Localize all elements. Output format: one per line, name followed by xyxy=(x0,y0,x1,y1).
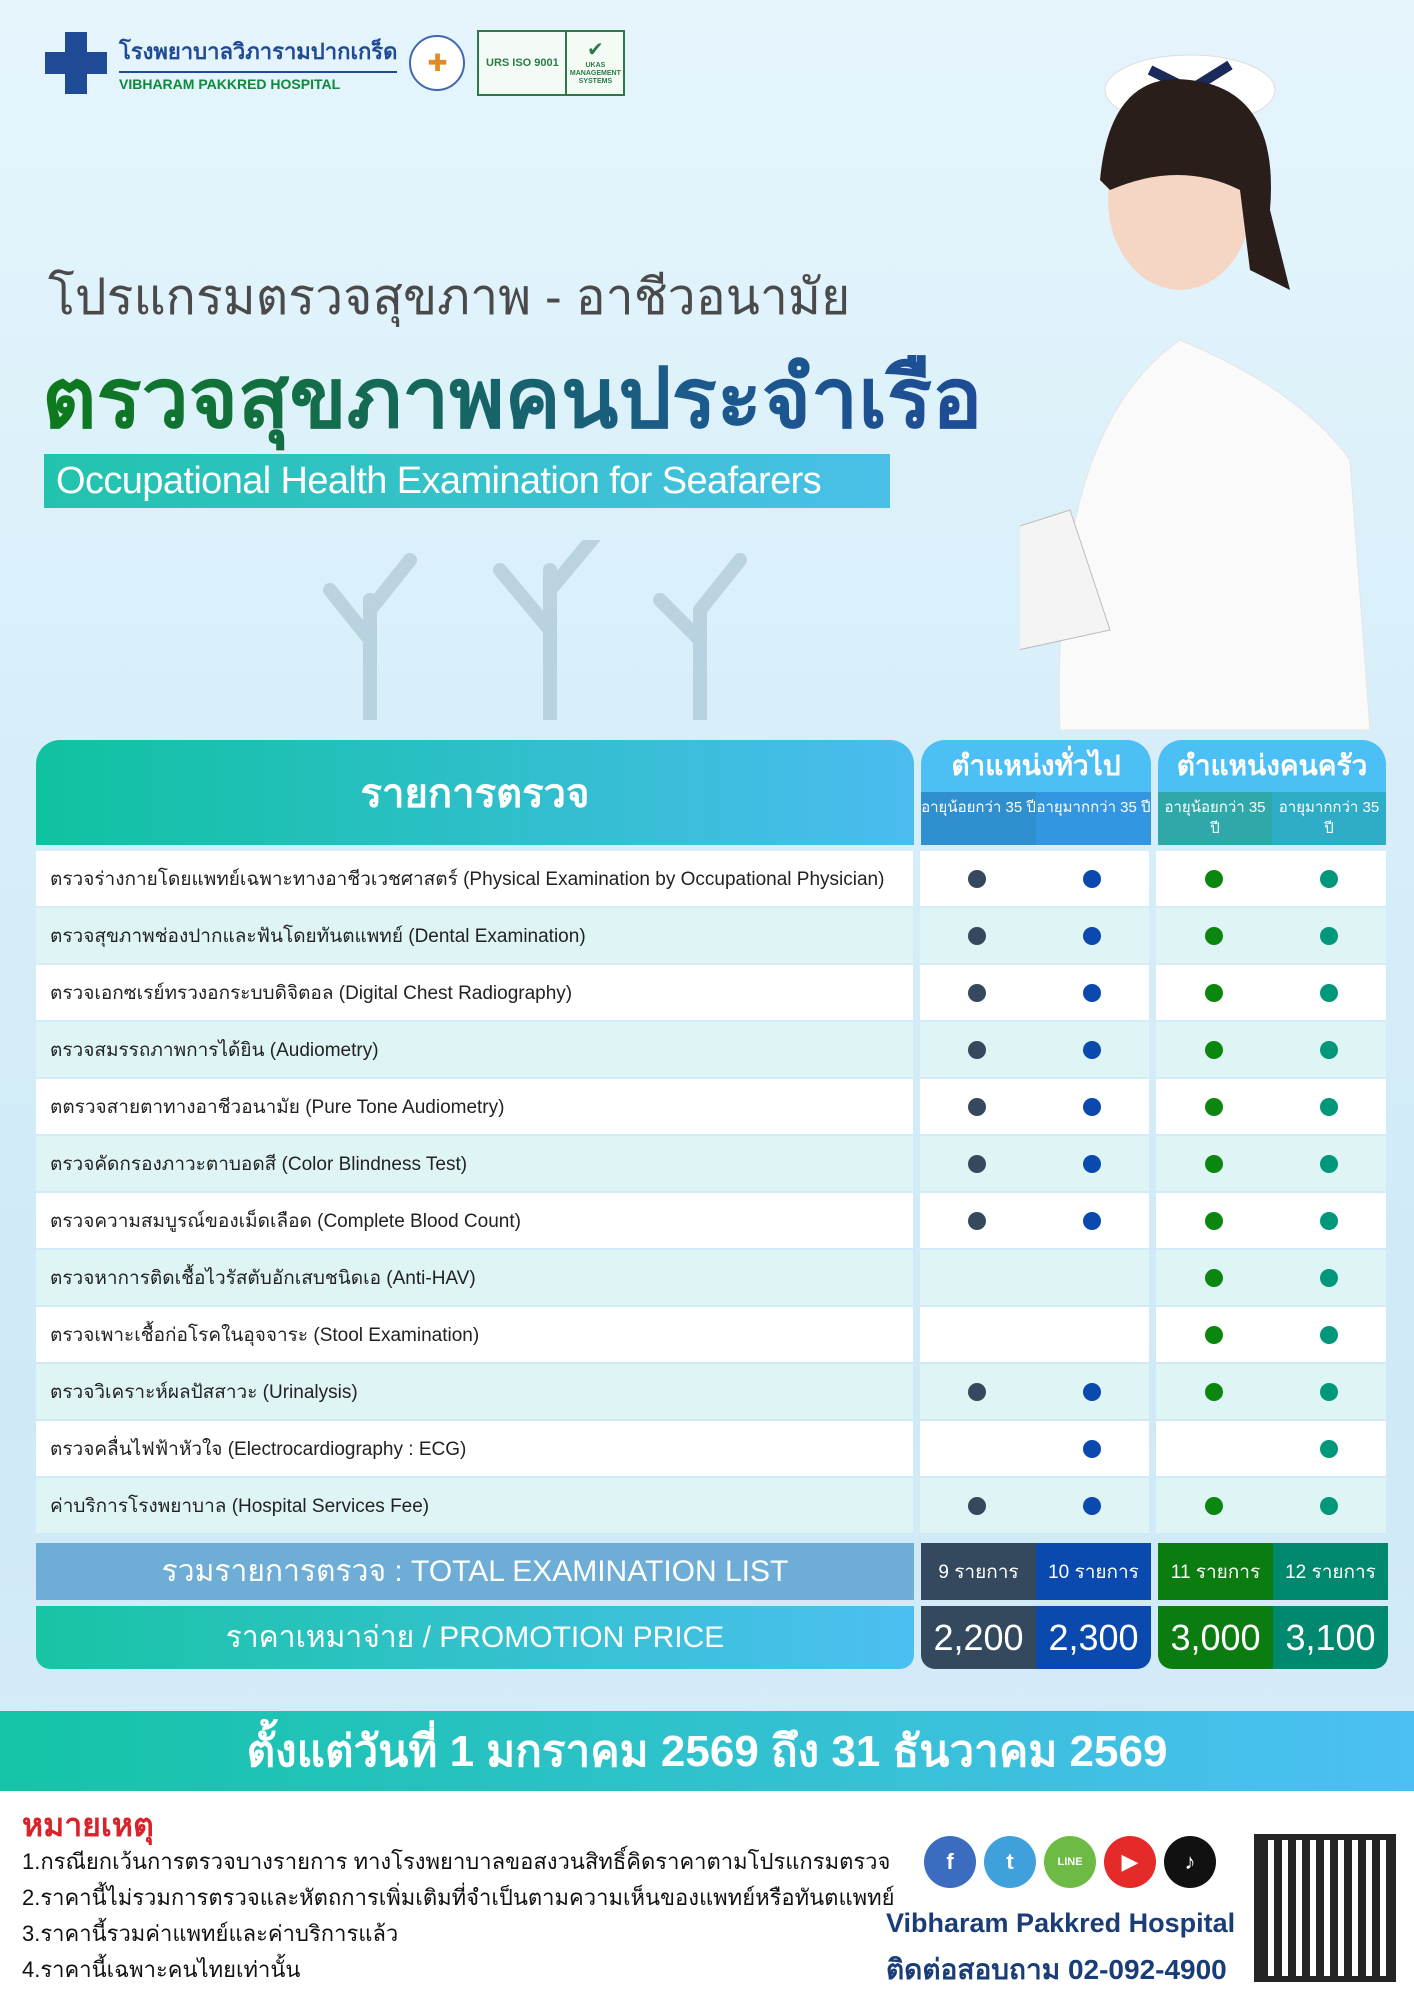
examination-table xyxy=(36,850,1386,1534)
included-dot-icon xyxy=(1320,927,1338,945)
inclusion-cell xyxy=(1156,965,1271,1020)
subcol-under-35: อายุน้อยกว่า 35 ปี xyxy=(921,792,1036,845)
table-row xyxy=(36,850,1386,907)
included-dot-icon xyxy=(1320,1155,1338,1173)
exam-item-label: ตรวจหาการติดเชื้อไวรัสตับอักเสบชนิดเอ (Anti-HAV) xyxy=(36,1250,913,1305)
ukas-check-icon: ✔ xyxy=(587,39,604,61)
included-dot-icon xyxy=(1320,1326,1338,1344)
exam-item-label: ตตรวจสายตาทางอาชีวอนามัย (Pure Tone Audiometry) xyxy=(36,1079,913,1134)
included-dot-icon xyxy=(968,1098,986,1116)
inclusion-cell xyxy=(920,1364,1035,1419)
table-row xyxy=(36,1249,1386,1306)
contact-phone[interactable]: ติดต่อสอบถาม 02-092-4900 xyxy=(886,1954,1227,1985)
coral-decoration xyxy=(250,540,950,720)
inclusion-cell xyxy=(1035,851,1150,906)
inclusion-cell xyxy=(1035,1193,1150,1248)
inclusion-cell xyxy=(1156,1193,1271,1248)
english-title-banner: Occupational Health Examination for Seafarers xyxy=(44,454,890,508)
exam-item-label: ตรวจวิเคราะห์ผลปัสสาวะ (Urinalysis) xyxy=(36,1364,913,1419)
included-dot-icon xyxy=(968,1383,986,1401)
ukas-badge-text: UKAS MANAGEMENT SYSTEMS xyxy=(569,62,621,85)
table-row xyxy=(36,1363,1386,1420)
inclusion-cell xyxy=(920,908,1035,963)
included-dot-icon xyxy=(968,1212,986,1230)
table-row xyxy=(36,964,1386,1021)
inclusion-cell xyxy=(920,1250,1035,1305)
price-row xyxy=(36,1606,1388,1669)
exam-item-label: ตรวจคัดกรองภาวะตาบอดสี (Color Blindness Test) xyxy=(36,1136,913,1191)
inclusion-cell xyxy=(1156,1421,1271,1476)
group-header-crew xyxy=(1158,740,1386,845)
table-row xyxy=(36,1078,1386,1135)
inclusion-cell xyxy=(1156,1079,1271,1134)
included-dot-icon xyxy=(1083,1440,1101,1458)
note-item: 1.กรณียกเว้นการตรวจบางรายการ ทางโรงพยาบาลขอสงวนสิทธิ์คิดราคาตามโปรแกรมตรวจ xyxy=(22,1849,891,1874)
certification-badges xyxy=(477,30,625,96)
inclusion-cell xyxy=(1271,1478,1386,1533)
program-title: ตรวจสุขภาพคนประจำเรือ xyxy=(42,330,983,464)
program-subtitle: โปรแกรมตรวจสุขภาพ - อาชีวอนามัย xyxy=(48,269,851,325)
hospital-contact-name: Vibharam Pakkred Hospital xyxy=(886,1908,1236,1938)
notes-title: หมายเหตุ xyxy=(22,1807,154,1843)
included-dot-icon xyxy=(1205,1383,1223,1401)
included-dot-icon xyxy=(1205,1041,1223,1059)
validity-banner: ตั้งแต่วันที่ 1 มกราคม 2569 ถึง 31 ธันวาคม 2569 xyxy=(0,1711,1414,1791)
line-icon[interactable]: LINE xyxy=(1044,1836,1096,1888)
inclusion-cell xyxy=(1271,1136,1386,1191)
included-dot-icon xyxy=(1205,1155,1223,1173)
inclusion-cell xyxy=(920,1421,1035,1476)
included-dot-icon xyxy=(1205,984,1223,1002)
total-count: 12 รายการ xyxy=(1273,1543,1388,1600)
table-row xyxy=(36,907,1386,964)
inclusion-cell xyxy=(1035,1136,1150,1191)
included-dot-icon xyxy=(1320,1269,1338,1287)
inclusion-cell xyxy=(1035,1478,1150,1533)
inclusion-cell xyxy=(1271,1250,1386,1305)
subcol-over-35: อายุมากกว่า 35 ปี xyxy=(1036,792,1151,845)
twitter-icon[interactable]: t xyxy=(984,1836,1036,1888)
total-label: รวมรายการตรวจ : TOTAL EXAMINATION LIST xyxy=(36,1543,914,1600)
included-dot-icon xyxy=(1083,870,1101,888)
inclusion-cell xyxy=(1271,1421,1386,1476)
inclusion-cell xyxy=(920,1022,1035,1077)
table-row xyxy=(36,1420,1386,1477)
hospital-cross-icon xyxy=(45,32,107,94)
inclusion-cell xyxy=(1271,1079,1386,1134)
inclusion-cell xyxy=(1271,851,1386,906)
inclusion-cell xyxy=(1271,908,1386,963)
inclusion-cell xyxy=(1156,1136,1271,1191)
inclusion-cell xyxy=(1156,1022,1271,1077)
price-value: 3,000 xyxy=(1158,1606,1273,1669)
inclusion-cell xyxy=(1271,965,1386,1020)
inclusion-cell xyxy=(1156,1478,1271,1533)
included-dot-icon xyxy=(1320,1497,1338,1515)
inclusion-cell xyxy=(920,1193,1035,1248)
included-dot-icon xyxy=(1320,1383,1338,1401)
included-dot-icon xyxy=(1320,870,1338,888)
inclusion-cell xyxy=(1035,1364,1150,1419)
price-value: 3,100 xyxy=(1273,1606,1388,1669)
inclusion-cell xyxy=(1271,1022,1386,1077)
hospital-name-en: VIBHARAM PAKKRED HOSPITAL xyxy=(119,76,341,92)
total-row xyxy=(36,1543,1388,1600)
table-row xyxy=(36,1306,1386,1363)
inclusion-cell xyxy=(920,965,1035,1020)
group-header-general xyxy=(921,740,1151,845)
included-dot-icon xyxy=(1083,984,1101,1002)
exam-item-label: ตรวจคลื่นไฟฟ้าหัวใจ (Electrocardiography : ECG) xyxy=(36,1421,913,1476)
inclusion-cell xyxy=(1035,1307,1150,1362)
total-count: 9 รายการ xyxy=(921,1543,1036,1600)
exam-item-label: ตรวจสมรรถภาพการได้ยิน (Audiometry) xyxy=(36,1022,913,1077)
included-dot-icon xyxy=(968,1041,986,1059)
included-dot-icon xyxy=(1320,984,1338,1002)
inclusion-cell xyxy=(1035,1250,1150,1305)
inclusion-cell xyxy=(920,1079,1035,1134)
urs-badge: URS ISO 9001 xyxy=(486,57,559,69)
ukas-badge xyxy=(565,32,623,94)
group-title: ตำแหน่งคนครัว xyxy=(1176,750,1368,781)
exam-item-label: ตรวจเอกซเรย์ทรวงอกระบบดิจิตอล (Digital Chest Radiography) xyxy=(36,965,913,1020)
table-row xyxy=(36,1477,1386,1534)
subcol-under-35: อายุน้อยกว่า 35 ปี xyxy=(1158,792,1272,845)
table-row xyxy=(36,1021,1386,1078)
inclusion-cell xyxy=(920,851,1035,906)
exam-item-label: ตรวจเพาะเชื้อก่อโรคในอุจจาระ (Stool Examination) xyxy=(36,1307,913,1362)
exam-item-label: ตรวจสุขภาพช่องปากและฟันโดยทันตแพทย์ (Dental Examination) xyxy=(36,908,913,963)
included-dot-icon xyxy=(1205,1098,1223,1116)
inclusion-cell xyxy=(920,1478,1035,1533)
included-dot-icon xyxy=(1205,1269,1223,1287)
included-dot-icon xyxy=(1320,1212,1338,1230)
included-dot-icon xyxy=(1083,1383,1101,1401)
table-row xyxy=(36,1135,1386,1192)
price-label: ราคาเหมาจ่าย / PROMOTION PRICE xyxy=(36,1606,914,1669)
included-dot-icon xyxy=(1083,1497,1101,1515)
item-column-header: รายการตรวจ xyxy=(36,740,914,845)
included-dot-icon xyxy=(1320,1098,1338,1116)
exam-item-label: ตรวจร่างกายโดยแพทย์เฉพาะทางอาชีวเวชศาสตร์ (Physical Examination by Occupational Physician) xyxy=(36,851,913,906)
accreditation-seal-icon: ✚ xyxy=(409,35,465,91)
table-row xyxy=(36,1192,1386,1249)
inclusion-cell xyxy=(1035,908,1150,963)
inclusion-cell xyxy=(1156,1250,1271,1305)
price-value: 2,200 xyxy=(921,1606,1036,1669)
included-dot-icon xyxy=(968,1155,986,1173)
inclusion-cell xyxy=(1035,1079,1150,1134)
total-count: 10 รายการ xyxy=(1036,1543,1151,1600)
inclusion-cell xyxy=(1271,1193,1386,1248)
inclusion-cell xyxy=(920,1136,1035,1191)
included-dot-icon xyxy=(1205,927,1223,945)
inclusion-cell xyxy=(1156,851,1271,906)
inclusion-cell xyxy=(1156,1307,1271,1362)
inclusion-cell xyxy=(920,1307,1035,1362)
included-dot-icon xyxy=(1083,1098,1101,1116)
inclusion-cell xyxy=(1035,1421,1150,1476)
included-dot-icon xyxy=(1320,1440,1338,1458)
tiktok-icon[interactable]: ♪ xyxy=(1164,1836,1216,1888)
note-item: 2.ราคานี้ไม่รวมการตรวจและหัตถการเพิ่มเติมที่จำเป็นตามความเห็นของแพทย์หรือทันตแพทย์ xyxy=(22,1885,895,1910)
included-dot-icon xyxy=(1205,1212,1223,1230)
youtube-icon[interactable]: ▶ xyxy=(1104,1836,1156,1888)
hospital-name-th: โรงพยาบาลวิภารามปากเกร็ด xyxy=(119,34,397,73)
included-dot-icon xyxy=(968,927,986,945)
included-dot-icon xyxy=(1083,927,1101,945)
included-dot-icon xyxy=(1205,870,1223,888)
included-dot-icon xyxy=(968,1497,986,1515)
note-item: 4.ราคานี้เฉพาะคนไทยเท่านั้น xyxy=(22,1957,301,1982)
inclusion-cell xyxy=(1156,1364,1271,1419)
exam-item-label: ตรวจความสมบูรณ์ของเม็ดเลือด (Complete Blood Count) xyxy=(36,1193,913,1248)
nurse-photo xyxy=(1020,30,1400,730)
note-item: 3.ราคานี้รวมค่าแพทย์และค่าบริการแล้ว xyxy=(22,1921,399,1946)
included-dot-icon xyxy=(1083,1212,1101,1230)
included-dot-icon xyxy=(1083,1041,1101,1059)
hospital-logo xyxy=(45,30,625,96)
group-title: ตำแหน่งทั่วไป xyxy=(951,750,1121,781)
inclusion-cell xyxy=(1035,965,1150,1020)
exam-item-label: ค่าบริการโรงพยาบาล (Hospital Services Fee) xyxy=(36,1478,913,1533)
included-dot-icon xyxy=(1205,1497,1223,1515)
social-links xyxy=(924,1836,1216,1888)
included-dot-icon xyxy=(968,984,986,1002)
inclusion-cell xyxy=(1156,908,1271,963)
inclusion-cell xyxy=(1035,1022,1150,1077)
price-value: 2,300 xyxy=(1036,1606,1151,1669)
included-dot-icon xyxy=(1205,1326,1223,1344)
included-dot-icon xyxy=(968,870,986,888)
included-dot-icon xyxy=(1083,1155,1101,1173)
facebook-icon[interactable]: f xyxy=(924,1836,976,1888)
qr-code[interactable] xyxy=(1254,1834,1396,1982)
inclusion-cell xyxy=(1271,1307,1386,1362)
inclusion-cell xyxy=(1271,1364,1386,1419)
total-count: 11 รายการ xyxy=(1158,1543,1273,1600)
subcol-over-35: อายุมากกว่า 35 ปี xyxy=(1272,792,1386,845)
included-dot-icon xyxy=(1320,1041,1338,1059)
